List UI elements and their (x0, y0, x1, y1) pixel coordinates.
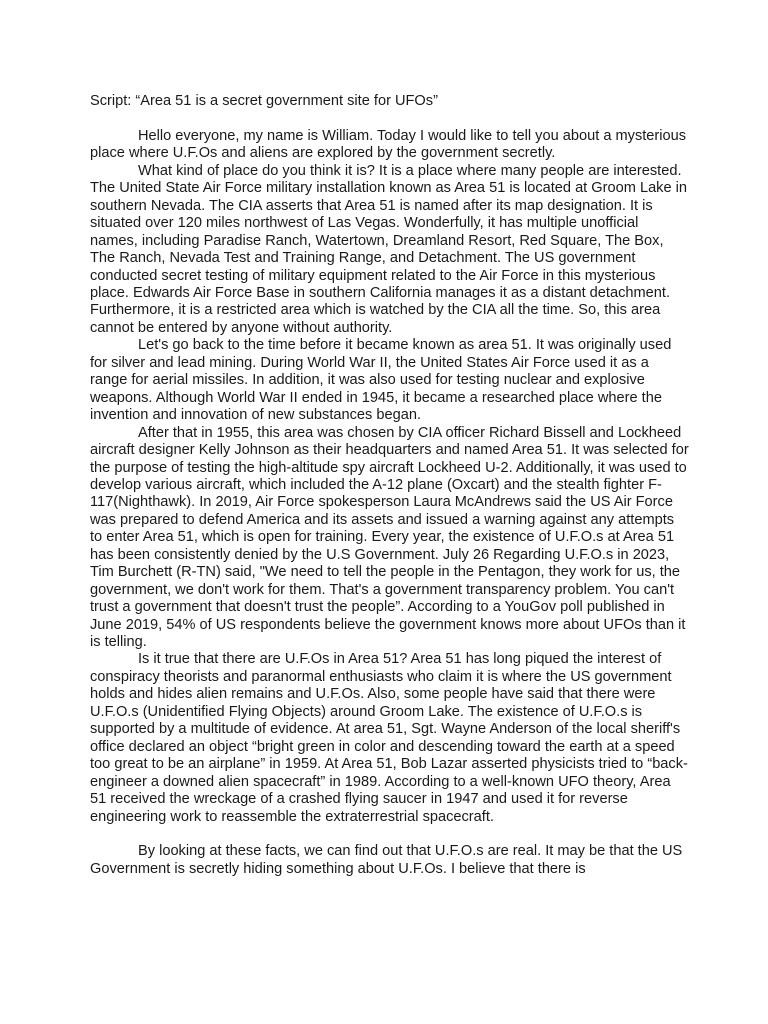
paragraph-conclusion: By looking at these facts, we can find out that U.F.O.s are real. It may be that the US Government is secretly hiding something about U.F.Os. I believe that there is (90, 843, 683, 877)
paragraph-location: What kind of place do you think it is? It is a place where many people are interested. The United State Air Force military installation known as Area 51 is located at Groom Lake in southern Nevada. The CIA asserts that Area 51 is named after its map designation. It is situated over 120 miles northwest of Las Vegas. Wonderfully, it has multiple unofficial names, including Paradise Ranch, Watertown, Dreamland Resort, Red Square, The Box, The Ranch, Nevada Test and Training Range, and Detachment. The US government conducted secret testing of military equipment related to the Air Force in this mysterious place. Edwards Air Force Base in southern California manages it as a distant detachment. Furthermore, it is a restricted area which is watched by the CIA all the time. So, this area cannot be entered by anyone without authority. (90, 162, 688, 336)
paragraph-ufo-evidence: Is it true that there are U.F.Os in Area 51? Area 51 has long piqued the interest of conspiracy theorists and paranormal enthusiasts who claim it is where the US government holds and hides alien remains and U.F.Os. Also, some people have said that there were U.F.O.s (Unidentified Flying Objects) around Groom Lake. The existence of U.F.O.s is supported by a multitude of evidence. At area 51, Sgt. Wayne Anderson of the local sheriff's office declared an object “bright green in color and descending toward the earth at a speed too great to be an airplane” in 1959. At Area 51, Bob Lazar asserted physicists tried to “back-engineer a downed alien spacecraft” in 1989. According to a well-known UFO theory, Area 51 received the wreckage of a crashed flying saucer in 1947 and used it for reverse engineering work to reassemble the extraterrestrial spacecraft. (90, 651, 688, 825)
document-page (90, 93, 690, 878)
paragraph-cia-headquarters: After that in 1955, this area was chosen by CIA officer Richard Bissell and Lockheed aircraft designer Kelly Johnson as their headquarters and named Area 51. It was selected for the purpose of testing the high-altitude spy aircraft Lockheed U-2. Additionally, it was used to develop various aircraft, which included the A-12 plane (Oxcart) and the stealth fighter F-117(Nighthawk). In 2019, Air Force spokesperson Laura McAndrews said the US Air Force was prepared to defend America and its assets and issued a warning against any attempts to enter Area 51, which is open for training. Every year, the existence of U.F.O.s at Area 51 has been consistently denied by the U.S Government. July 26 Regarding U.F.O.s in 2023, Tim Burchett (R-TN) said, "We need to tell the people in the Pentagon, they work for us, the government, we don't work for them. That's a government transparency problem. You can't trust a government that doesn't trust the people”. According to a YouGov poll published in June 2019, 54% of US respondents believe the government knows more about UFOs than it is telling. (90, 424, 689, 651)
script-label: Script: (90, 93, 136, 109)
paragraph-history: Let's go back to the time before it became known as area 51. It was originally used for silver and lead mining. During World War II, the United States Air Force used it as a range for aerial missiles. In addition, it was also used for testing nuclear and explosive weapons. Although World War II ended in 1945, it became a researched place where the invention and innovation of new substances began. (90, 337, 672, 424)
document-title (90, 93, 690, 110)
paragraph-intro: Hello everyone, my name is William. Today I would like to tell you about a mysterious place where U.F.Os and aliens are explored by the government secretly. (90, 127, 687, 162)
script-title-quote: “Area 51 is a secret government site for UFOs” (135, 93, 438, 109)
